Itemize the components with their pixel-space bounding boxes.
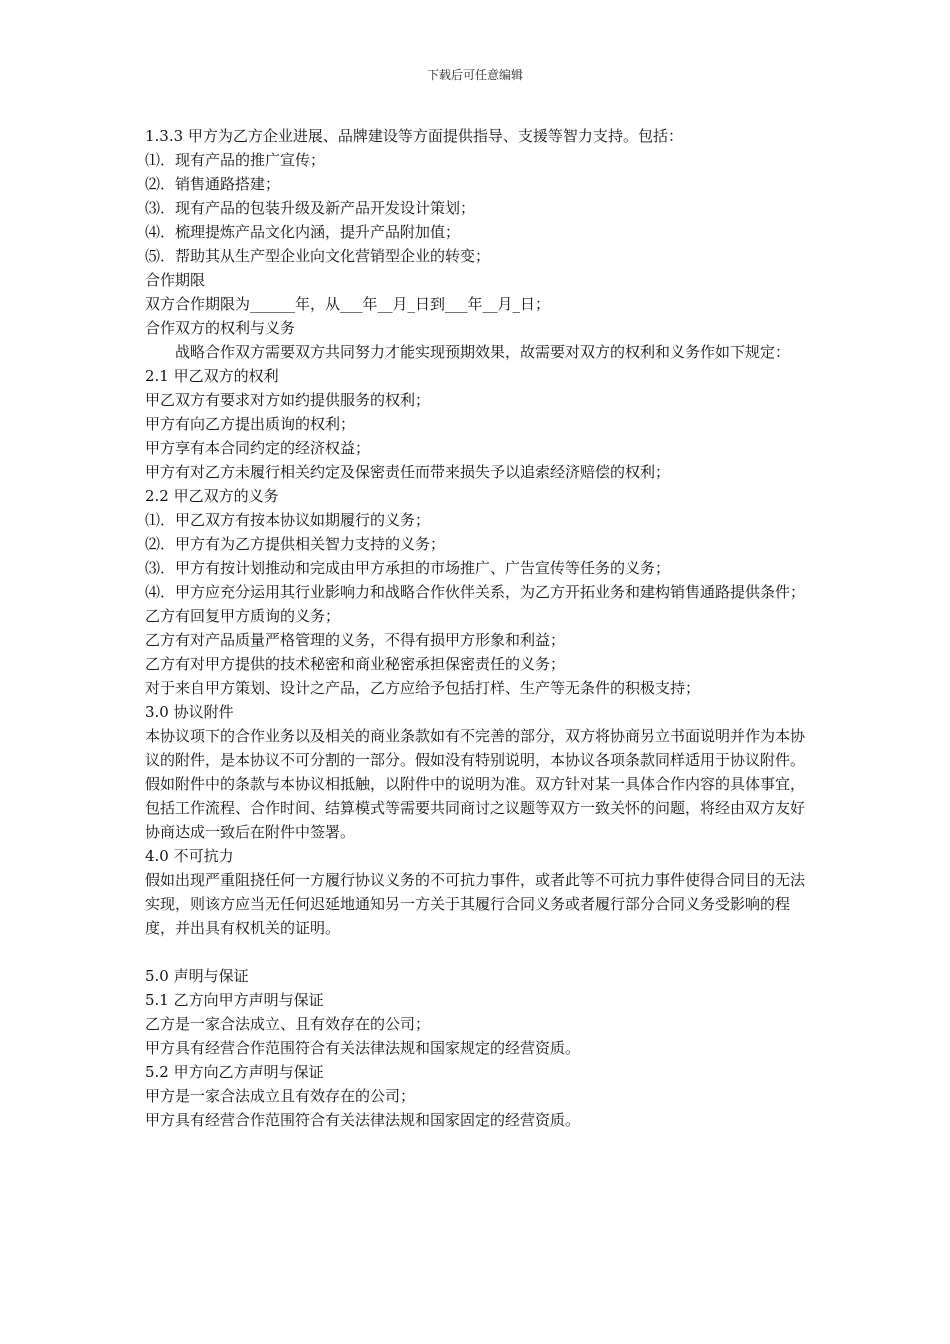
list-item: 甲方具有经营合作范围符合有关法律法规和国家固定的经营资质。 bbox=[145, 1111, 581, 1129]
list-item: ⑶．现有产品的包装升级及新产品开发设计策划； bbox=[145, 199, 476, 217]
section-heading: 4.0 不可抗力 bbox=[145, 847, 234, 865]
section-heading: 合作期限 bbox=[145, 271, 206, 289]
section-heading: 5.0 声明与保证 bbox=[145, 967, 249, 985]
section-heading: 2.2 甲乙双方的义务 bbox=[145, 487, 279, 505]
list-item: 乙方有对产品质量严格管理的义务，不得有损甲方形象和利益； bbox=[145, 631, 566, 649]
list-item: ⑷．甲方应充分运用其行业影响力和战略合作伙伴关系，为乙方开拓业务和建构销售通路提供条件； bbox=[145, 583, 806, 601]
document-body bbox=[145, 124, 810, 1132]
list-item: ⑶．甲方有按计划推动和完成由甲方承担的市场推广、广告宣传等任务的义务； bbox=[145, 559, 671, 577]
list-item: ⑵．销售通路搭建； bbox=[145, 175, 281, 193]
list-item: 乙方是一家合法成立、且有效存在的公司； bbox=[145, 1015, 431, 1033]
paragraph: 假如出现严重阻挠任何一方履行协议义务的不可抗力事件，或者此等不可抗力事件使得合同目的无法实现，则该方应当无任何迟延地通知另一方关于其履行合同义务或者履行部分合同义务受影响的程度，并出具有权机关的证明。 bbox=[145, 871, 806, 937]
clause-1-3-3: 1.3.3 甲方为乙方企业进展、品牌建设等方面提供指导、支援等智力支持。包括： bbox=[145, 127, 683, 145]
section-heading: 5.2 甲方向乙方声明与保证 bbox=[145, 1063, 324, 1081]
section-heading: 2.1 甲乙双方的权利 bbox=[145, 367, 279, 385]
list-item: 乙方有对甲方提供的技术秘密和商业秘密承担保密责任的义务； bbox=[145, 655, 566, 673]
section-heading: 5.1 乙方向甲方声明与保证 bbox=[145, 991, 324, 1009]
list-item: ⑴．现有产品的推广宣传； bbox=[145, 151, 326, 169]
spacer bbox=[145, 940, 810, 964]
list-item: ⑴．甲乙双方有按本协议如期履行的义务； bbox=[145, 511, 431, 529]
list-item: ⑷．梳理提炼产品文化内涵，提升产品附加值； bbox=[145, 223, 461, 241]
list-item: 甲方是一家合法成立且有效存在的公司； bbox=[145, 1087, 416, 1105]
list-item: 甲方享有本合同约定的经济权益； bbox=[145, 439, 371, 457]
section-heading: 合作双方的权利与义务 bbox=[145, 319, 296, 337]
page-header: 下载后可任意编辑 bbox=[426, 68, 523, 82]
list-item: 甲乙双方有要求对方如约提供服务的权利； bbox=[145, 391, 431, 409]
list-item: 乙方有回复甲方质询的义务； bbox=[145, 607, 341, 625]
list-item: 甲方有向乙方提出质询的权利； bbox=[145, 415, 356, 433]
section-heading: 3.0 协议附件 bbox=[145, 703, 234, 721]
paragraph: 本协议项下的合作业务以及相关的商业条款如有不完善的部分，双方将协商另立书面说明并作为本协议的附件，是本协议不可分割的一部分。假如没有特别说明，本协议各项条款同样适用于协议附件。假如附件中的条款与本协议相抵触，以附件中的说明为准。双方针对某一具体合作内容的具体事宜，包括工作流程、合作时间、结算模式等需要共同商讨之议题等双方一致关怀的问题，将经由双方友好协商达成一致后在附件中签署。 bbox=[145, 727, 806, 841]
list-item: ⑸．帮助其从生产型企业向文化营销型企业的转变； bbox=[145, 247, 491, 265]
list-item: ⑵．甲方有为乙方提供相关智力支持的义务； bbox=[145, 535, 446, 553]
paragraph: 战略合作双方需要双方共同努力才能实现预期效果，故需要对双方的权利和义务作如下规定： bbox=[175, 343, 791, 361]
list-item: 甲方具有经营合作范围符合有关法律法规和国家规定的经营资质。 bbox=[145, 1039, 581, 1057]
paragraph: 双方合作期限为______年，从___年__月_日到___年__月_日； bbox=[145, 295, 551, 313]
list-item: 对于来自甲方策划、设计之产品，乙方应给予包括打样、生产等无条件的积极支持； bbox=[145, 679, 701, 697]
list-item: 甲方有对乙方未履行相关约定及保密责任而带来损失予以追索经济赔偿的权利； bbox=[145, 463, 671, 481]
